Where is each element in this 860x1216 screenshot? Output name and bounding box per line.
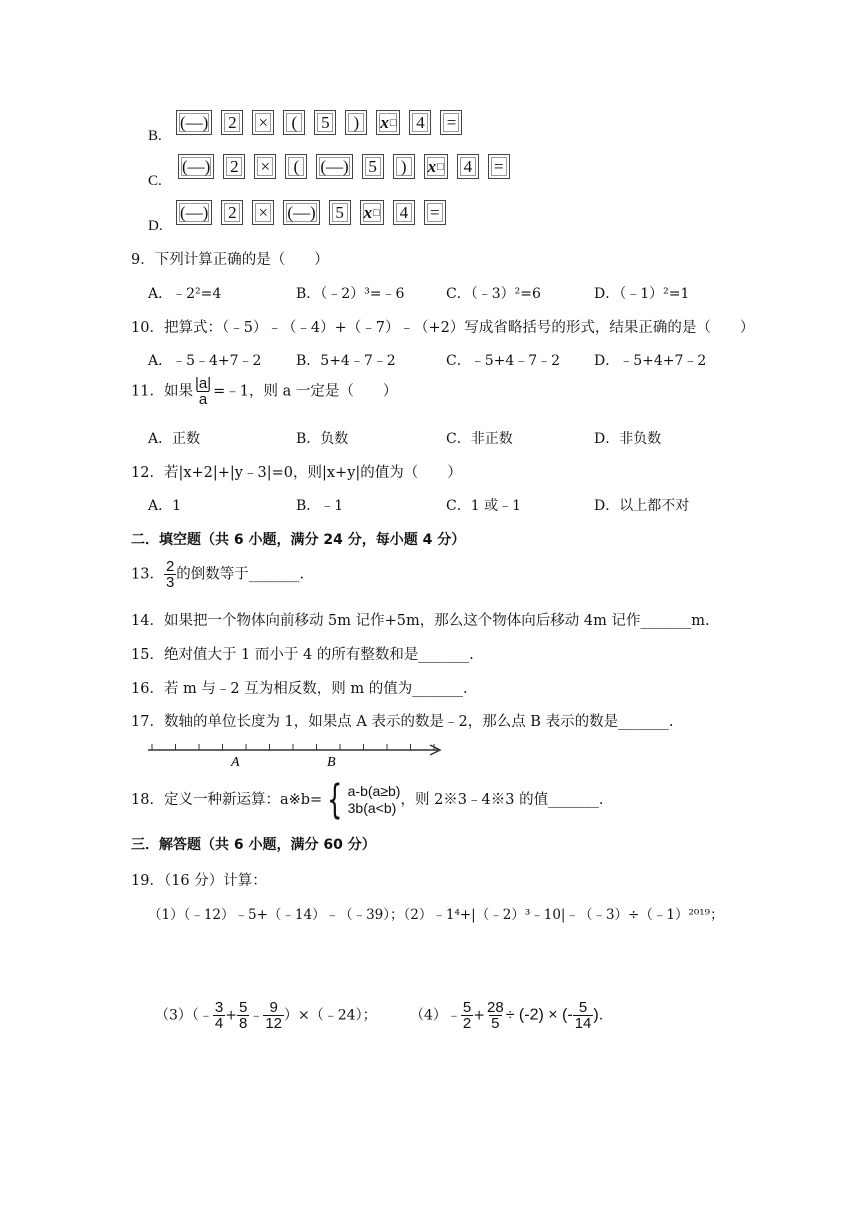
calculator-key: (—) (176, 200, 212, 225)
number-line (146, 738, 446, 770)
calculator-key: (—) (316, 154, 352, 179)
question-19-part-4: （4）﹣ $\frac{5}{2}$ + $\frac{28}{5}$ ÷ (-2) × (- $\frac{5}{14}$ ). (410, 999, 604, 1032)
question-14: 14．如果把一个物体向前移动 5m 记作+5m，那么这个物体向后移动 4m 记作_______m. (131, 613, 710, 629)
calculator-key: 5 (314, 110, 336, 135)
q10-option-d: D．﹣5+4+7﹣2 (594, 353, 707, 369)
q8-option-label: C. (148, 173, 162, 189)
q9-option-d: D．（﹣1）²=1 (594, 286, 690, 302)
calculator-key: ( (283, 110, 305, 135)
calculator-key: = (488, 154, 510, 179)
calculator-key-sequence (176, 200, 446, 225)
calculator-key-sequence (178, 154, 510, 179)
question-19-stem: 19．（16 分）计算： (131, 873, 267, 889)
q10-option-a: A．﹣5﹣4+7﹣2 (148, 353, 262, 369)
question-13: 13． $\frac{2}{3}$ 的倒数等于_______. (131, 558, 305, 591)
q11-option-b: B．负数 (296, 431, 349, 447)
calculator-key: x □ (376, 110, 400, 135)
q9-option-b: B．（﹣2）³=﹣6 (296, 286, 405, 302)
q12-option-a: A．1 (148, 498, 182, 514)
question-17: 17．数轴的单位长度为 1，如果点 A 表示的数是﹣2，那么点 B 表示的数是_______. (131, 714, 674, 730)
section-3-heading: 三．解答题（共 6 小题，满分 60 分） (131, 837, 376, 853)
calculator-key: = (424, 200, 446, 225)
calculator-key: 2 (221, 200, 243, 225)
q12-option-d: D．以上都不对 (594, 498, 690, 514)
question-11-stem: 11．如果 $\frac{|a|}{a}$ =﹣1，则 a 一定是（ ） (131, 375, 398, 408)
q11-option-a: A．正数 (148, 431, 201, 447)
left-brace-glyph: { (327, 777, 343, 823)
calculator-key: 2 (221, 110, 243, 135)
calculator-key: 4 (409, 110, 431, 135)
point-a-label: A (231, 755, 240, 770)
piecewise-definition: { a-b(a≥b) 3b(a<b) (327, 777, 401, 823)
q8-option-label: B. (148, 128, 162, 144)
question-19-parts-1-2: （1）（﹣12）﹣5+（﹣14）﹣（﹣39）；（2）﹣1⁴+|（﹣2）³﹣10|﹣（﹣3）÷（﹣1）²⁰¹⁹； (148, 907, 724, 923)
calculator-key-sequence (176, 110, 462, 135)
q10-option-b: B．5+4﹣7﹣2 (296, 353, 396, 369)
calculator-key: 5 (329, 200, 351, 225)
calculator-key: x □ (424, 154, 448, 179)
calculator-key: 4 (457, 154, 479, 179)
q9-option-c: C．（﹣3）²=6 (446, 286, 541, 302)
question-19-part-3: （3）（﹣ $\frac{3}{4}$ + $\frac{5}{8}$ ﹣ $\frac{9}{12}$ ）×（﹣24）； (155, 999, 377, 1032)
q9-option-a: A．﹣2²=4 (148, 286, 222, 302)
question-16: 16．若 m 与﹣2 互为相反数，则 m 的值为_______. (131, 681, 468, 697)
q12-option-c: C．1 或﹣1 (446, 498, 521, 514)
fraction-two-thirds: $\frac{2}{3}$ (165, 558, 175, 591)
calculator-key: ) (393, 154, 415, 179)
calculator-key: ) (345, 110, 367, 135)
calculator-key: ( (285, 154, 307, 179)
q11-option-d: D．非负数 (594, 431, 662, 447)
calculator-key: × (254, 154, 276, 179)
calculator-key: 4 (393, 200, 415, 225)
number-line-ticks (152, 744, 434, 750)
calculator-key: × (252, 110, 274, 135)
calculator-key: x □ (360, 200, 384, 225)
question-10-stem: 10．把算式：（﹣5）﹣（﹣4）+（﹣7）﹣（+2）写成省略括号的形式，结果正确的是（ ） (131, 320, 755, 336)
question-15: 15．绝对值大于 1 而小于 4 的所有整数和是_______. (131, 647, 474, 663)
section-2-heading: 二．填空题（共 6 小题，满分 24 分，每小题 4 分） (131, 532, 466, 548)
calculator-key: 2 (223, 154, 245, 179)
calculator-key: (—) (176, 110, 212, 135)
calculator-key: × (252, 200, 274, 225)
calculator-key: (—) (178, 154, 214, 179)
calculator-key: (—) (283, 200, 319, 225)
calculator-key: = (440, 110, 462, 135)
question-12-stem: 12．若|x+2|+|y﹣3|=0，则|x+y|的值为（ ） (131, 465, 462, 481)
q11-option-c: C．非正数 (446, 431, 513, 447)
q10-option-c: C．﹣5+4﹣7﹣2 (446, 353, 561, 369)
q8-option-label: D. (148, 218, 163, 234)
fraction-abs-a-over-a: $\frac{|a|}{a}$ (194, 375, 212, 408)
question-9-stem: 9．下列计算正确的是（ ） (131, 252, 329, 268)
point-b-label: B (327, 755, 336, 770)
question-18: 18．定义一种新运算：a※b= { a-b(a≥b) 3b(a<b) ，则 2※3﹣4※3 的值_______. (131, 777, 604, 823)
calculator-key: 5 (362, 154, 384, 179)
q12-option-b: B．﹣1 (296, 498, 344, 514)
